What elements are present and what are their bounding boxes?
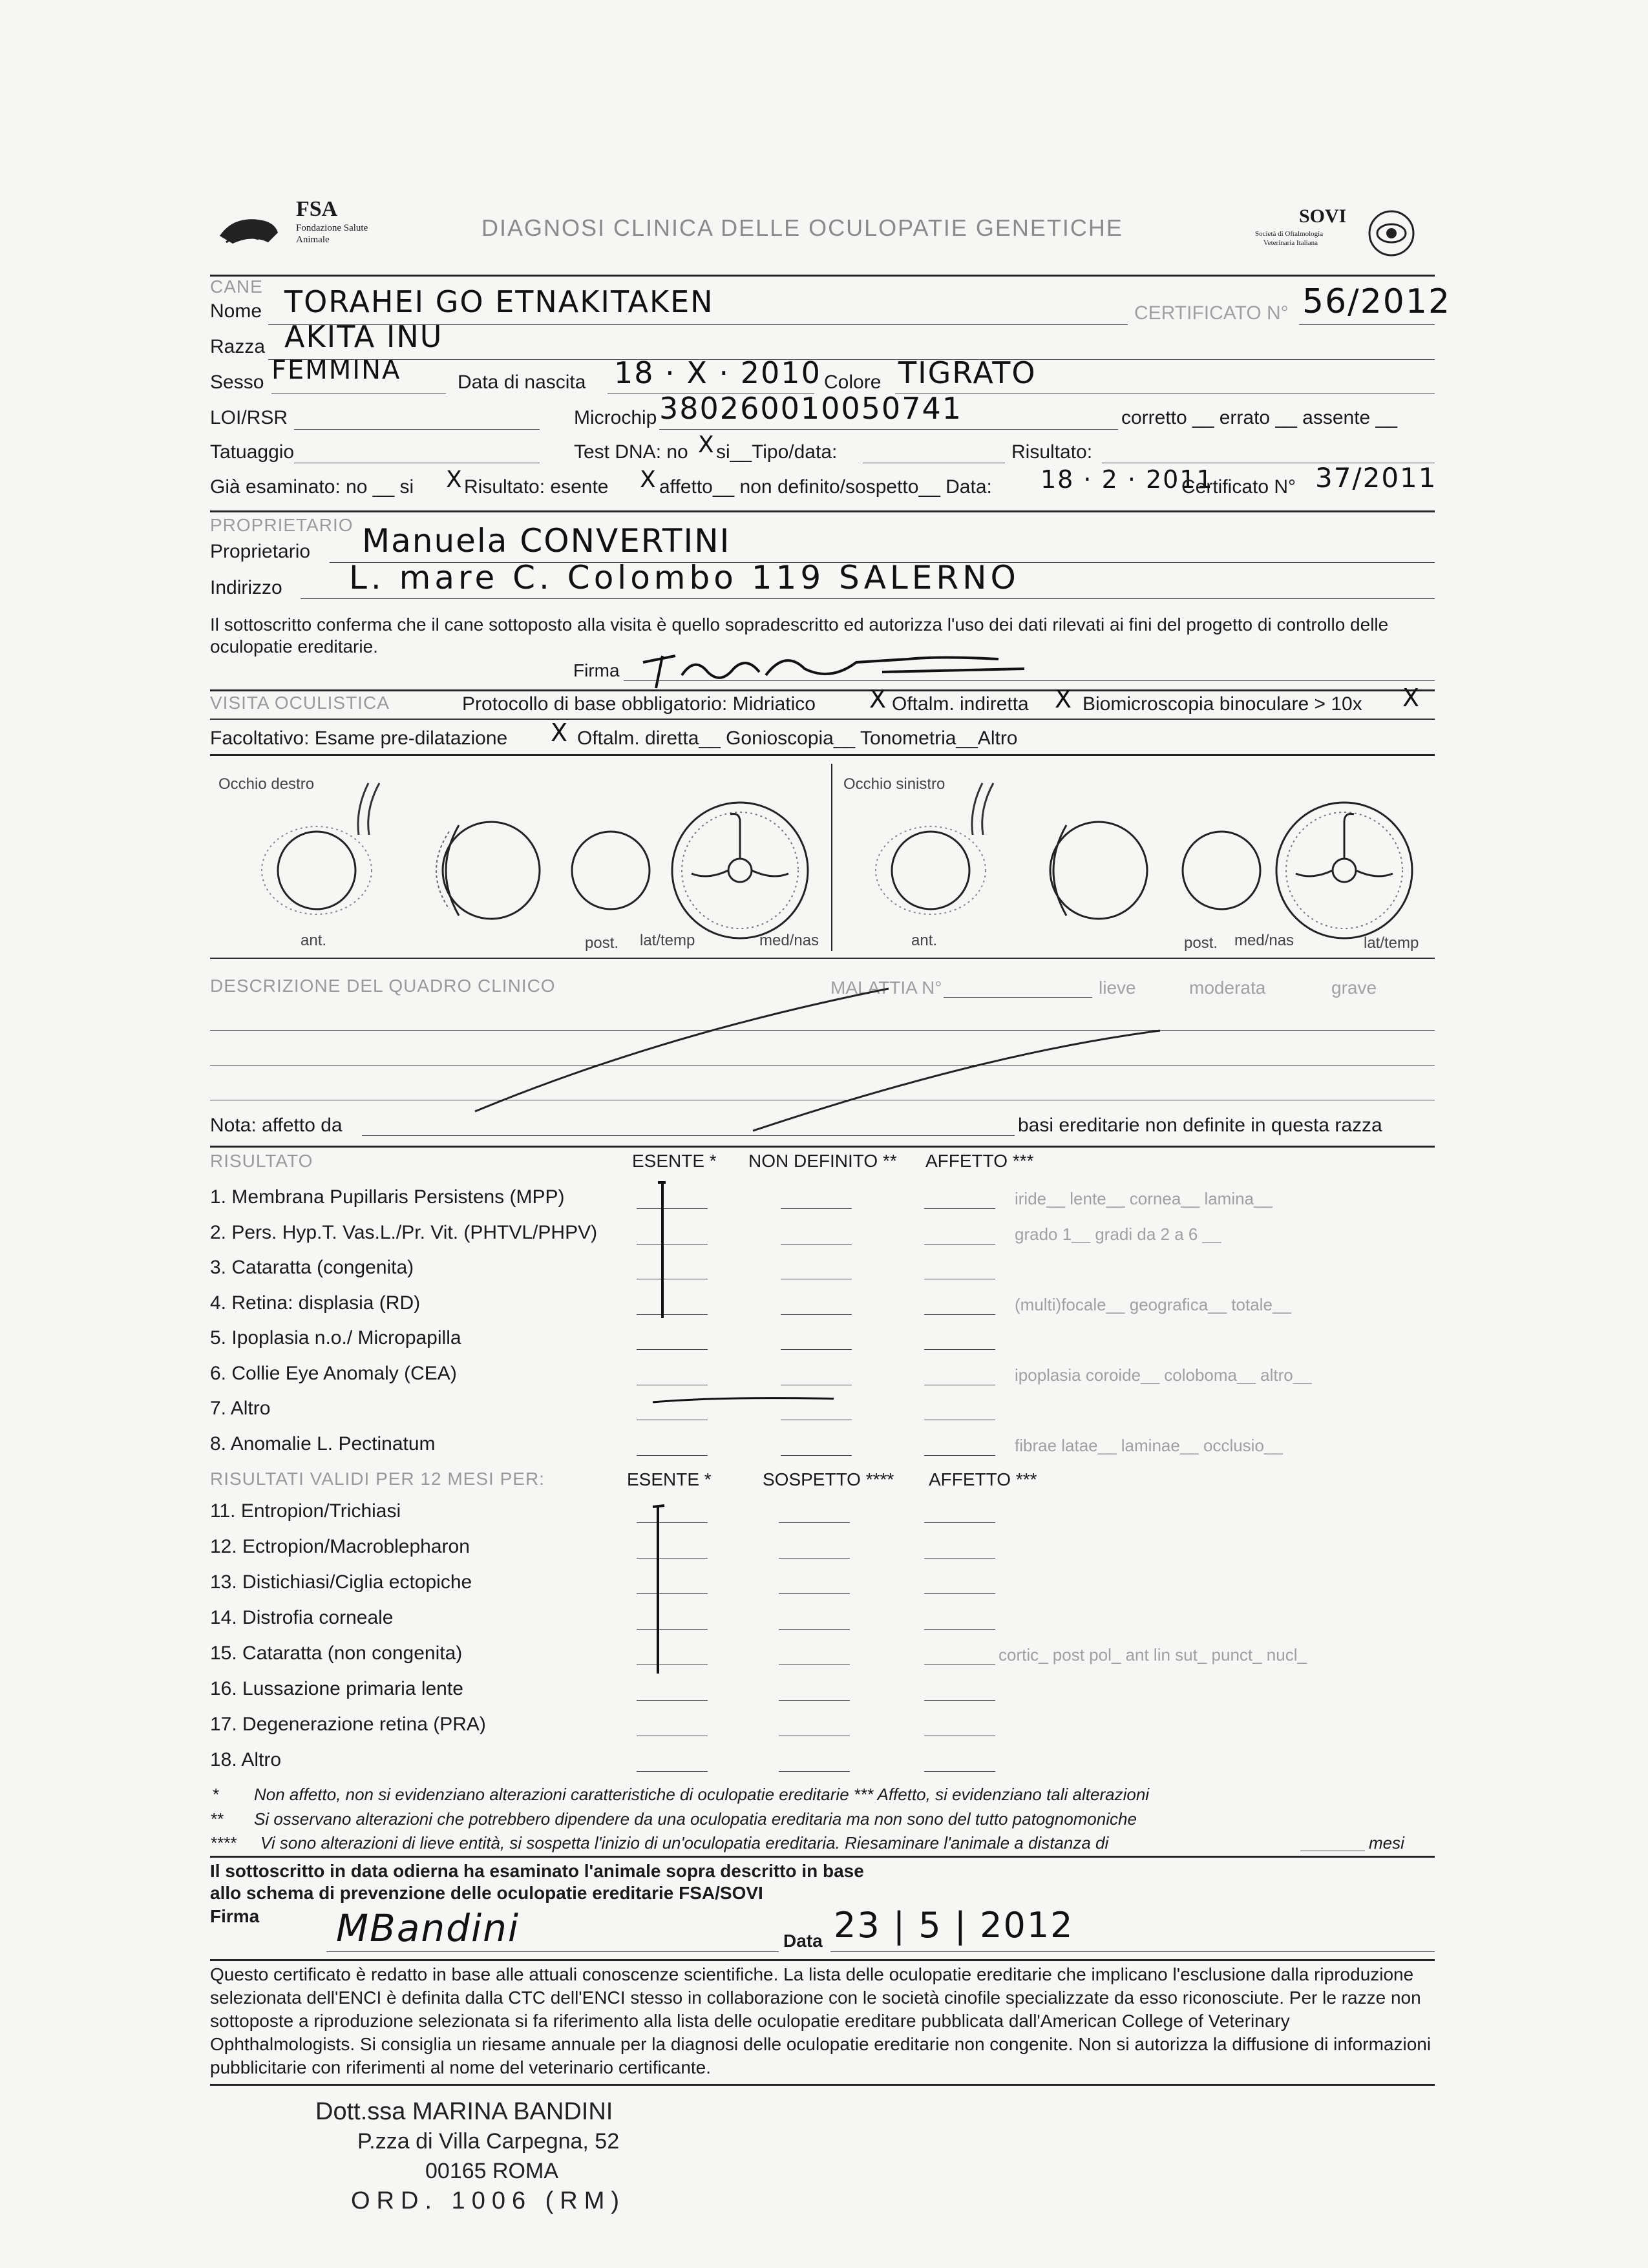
risultato-label: Risultato: [1011, 441, 1093, 463]
risultato-top-rule [210, 1146, 1435, 1148]
risultato-row-label: 4. Retina: displasia (RD) [210, 1292, 421, 1314]
nota-line [362, 1135, 1015, 1136]
occhio-sinistro-label: Occhio sinistro [843, 775, 945, 793]
risultato-row-note: iride__ lente__ cornea__ lamina__ [1015, 1189, 1273, 1208]
footnote-1-mark: * [212, 1785, 219, 1804]
lieve-label: lieve [1099, 978, 1136, 998]
risultato-col-esente: ESENTE * [632, 1151, 717, 1171]
disclaimer-top-rule [210, 1959, 1435, 1961]
cert-prev-label: Certificato N° [1181, 476, 1296, 498]
risultato-row-label: 2. Pers. Hyp.T. Vas.L./Pr. Vit. (PHTVL/PHPV) [210, 1221, 598, 1243]
risultati12-row-label: 15. Cataratta (non congenita) [210, 1643, 463, 1664]
nascita-value[interactable]: 18 · X · 2010 [614, 355, 821, 390]
vet-statement-1: Il sottoscritto in data odierna ha esaminato l'animale sopra descritto in base [210, 1861, 864, 1881]
indirizzo-value[interactable]: L. mare C. Colombo 119 SALERNO [349, 559, 1020, 596]
nome-value[interactable]: TORAHEI GO ETNAKITAKEN [284, 284, 714, 319]
visita-mid-rule [210, 719, 1435, 720]
razza-label: Razza [210, 336, 266, 357]
risultato-checkbox-line-3[interactable] [924, 1208, 995, 1209]
footnote-2: Si osservano alterazioni che potrebbero dipendere da una oculopatia ereditaria ma non sono del tutto patognomoniche [254, 1809, 1137, 1829]
risultato-checkbox-line-3[interactable] [924, 1314, 995, 1315]
fsa-logo-text: FSA [296, 197, 338, 221]
nascita-label: Data di nascita [458, 372, 586, 393]
risultato-row-label: 7. Altro [210, 1398, 271, 1419]
lattemp-label-left: lat/temp [1364, 934, 1419, 952]
risultato-row-label: 5. Ipoplasia n.o./ Micropapilla [210, 1327, 461, 1349]
risultati12-row-note: cortic_ post pol_ ant lin sut_ punct_ nucl_ [998, 1645, 1307, 1664]
vet-data-label: Data [783, 1931, 823, 1951]
risultati12-checkbox-line-3[interactable] [924, 1700, 995, 1701]
stamp-line-4: ORD. 1006 (RM) [351, 2187, 626, 2214]
pre-dilatazione-mark[interactable]: X [551, 719, 569, 747]
dna-mark[interactable]: X [698, 432, 715, 458]
post-label-right: post. [585, 934, 619, 952]
proprietario-top-rule [210, 510, 1435, 512]
razza-value[interactable]: AKITA INU [284, 319, 443, 354]
sovi-logo-sub2: Veterinaria Italiana [1263, 239, 1318, 247]
cert-prev-value[interactable]: 37/2011 [1315, 462, 1437, 494]
risultati12-section-title: RISULTATI VALIDI PER 12 MESI PER: [210, 1469, 545, 1489]
esaminato-mark[interactable]: X [446, 467, 463, 493]
stamp-line-1: Dott.ssa MARINA BANDINI [315, 2098, 613, 2125]
eye-icon [1367, 209, 1416, 258]
proprietario-label: Proprietario [210, 541, 311, 562]
indirizzo-line [301, 598, 1435, 599]
certificato-label: CERTIFICATO N° [1134, 302, 1289, 324]
certificato-line [1299, 324, 1435, 325]
vet-data-line [830, 1951, 1435, 1952]
lattemp-label-right: lat/temp [640, 932, 695, 949]
risultato-row-note: (multi)focale__ geografica__ totale__ [1015, 1294, 1291, 1314]
midriatico-mark[interactable]: X [869, 685, 888, 713]
stamp-line-2: P.zza di Villa Carpegna, 52 [357, 2129, 620, 2154]
proprietario-value[interactable]: Manuela CONVERTINI [362, 522, 731, 560]
oftalm-indiretta-mark[interactable]: X [1055, 685, 1073, 713]
fsa-logo-sub: Fondazione Salute [296, 223, 368, 233]
footnotes-bottom-rule [210, 1856, 1435, 1858]
vet-signature[interactable]: MBandini [336, 1906, 520, 1950]
descrizione-top-rule [210, 958, 1435, 959]
esente-mark[interactable]: X [640, 467, 657, 493]
document-title: DIAGNOSI CLINICA DELLE OCULOPATIE GENETICHE [481, 215, 1123, 241]
risultati12-row-label: 16. Lussazione primaria lente [210, 1678, 463, 1699]
microchip-value[interactable]: 380260010050741 [659, 391, 962, 426]
proprietario-section-title: PROPRIETARIO [210, 515, 354, 535]
grave-label: grave [1331, 978, 1377, 998]
risultato-col-affetto: AFFETTO *** [925, 1151, 1034, 1171]
fsa-logo [213, 197, 407, 262]
risultati12-row-label: 11. Entropion/Trichiasi [210, 1500, 401, 1522]
proprietario-signature[interactable] [637, 636, 1037, 695]
risultato-col-nondefinito: NON DEFINITO ** [748, 1151, 897, 1171]
tatuaggio-label: Tatuaggio [210, 441, 295, 463]
vet-statement-2: allo schema di prevenzione delle oculopatie ereditarie FSA/SOVI [210, 1883, 763, 1903]
mednas-label-right: med/nas [759, 932, 819, 949]
footnote-2-mark: ** [210, 1809, 224, 1829]
footnote-1: Non affetto, non si evidenziano alterazioni caratteristiche di oculopatie ereditarie *** Affetto, si evidenziano tali alterazioni [254, 1785, 1150, 1804]
risultati12-checkbox-line-3[interactable] [924, 1771, 995, 1772]
risultato-row-note: grado 1__ gradi da 2 a 6 __ [1015, 1224, 1221, 1244]
sovi-logo-text: SOVI [1299, 205, 1347, 227]
risultati12-checkbox-line-3[interactable] [924, 1522, 995, 1523]
fsa-animal-icon [213, 204, 284, 255]
sesso-value[interactable]: FEMMINA [271, 355, 401, 385]
cane-top-rule [210, 275, 1435, 277]
sovi-logo [1241, 205, 1422, 264]
footnote-3-end: mesi [1369, 1833, 1404, 1853]
cane-section-title: CANE [210, 277, 263, 297]
risultati12-col-sospetto: SOSPETTO **** [763, 1469, 894, 1489]
dna-rest: si__Tipo/data: [716, 441, 838, 463]
malattia-label: MALATTIA N° [830, 978, 942, 998]
disclaimer-text: Questo certificato è redatto in base alle attuali conoscenze scientifiche. La lista delle oculopatie ereditarie che implicano l'esclusione dalla riproduzione selezionata dell'ENCI è definita dalla CTC dell'ENCI stesso in collaborazione con le società cinofile specializzate da esso riconosciute. Per le razze non sottoposte a riproduzione selezionata si fa riferimento alla lista delle oculopatie ereditare pubblicata dall'American College of Veterinary Ophthalmologists. Si consiglia un riesame annuale per la diagnosi delle oculopatie ereditarie non congenite. Non si autorizza la diffusione di informazioni pubblicitarie con riferimenti al nome del veterinario certificante. [210, 1964, 1431, 2077]
corretto-options: corretto __ errato __ assente __ [1121, 407, 1397, 428]
risultato-row-note: fibrae latae__ laminae__ occlusio__ [1015, 1435, 1283, 1455]
descrizione-section-title: DESCRIZIONE DEL QUADRO CLINICO [210, 976, 556, 996]
vet-data-value[interactable]: 23 | 5 | 2012 [834, 1905, 1074, 1946]
biomicroscopia-mark[interactable]: X [1402, 684, 1421, 712]
risultati12-col-affetto: AFFETTO *** [929, 1469, 1037, 1489]
visita-section-title: VISITA OCULISTICA [210, 693, 390, 713]
risultati12-checkbox-line-3[interactable] [924, 1558, 995, 1559]
sesso-label: Sesso [210, 372, 264, 393]
risultati12-checkbox-line-3[interactable] [924, 1629, 995, 1630]
esaminato-rest: Risultato: esente [464, 476, 609, 498]
post-label-left: post. [1184, 934, 1218, 952]
conferma-text: Il sottoscritto conferma che il cane sottoposto alla visita è quello sopradescritto ed autorizza l'uso dei dati rilevati ai fini del progetto di controllo delle oculopatie ereditarie. [210, 614, 1389, 656]
risultato-row-label: 3. Cataratta (congenita) [210, 1257, 414, 1278]
colore-value[interactable]: TIGRATO [898, 355, 1037, 390]
protocollo-label: Protocollo di base obbligatorio: Midriatico [462, 693, 816, 715]
risultato-checkbox-line-3[interactable] [924, 1455, 995, 1456]
certificato-value[interactable]: 56/2012 [1302, 282, 1452, 321]
risultati12-checkbox-line-3[interactable] [924, 1593, 995, 1594]
risultati12-row-label: 13. Distichiasi/Ciglia ectopiche [210, 1571, 472, 1593]
dna-label: Test DNA: no [574, 441, 688, 463]
ant-label-right: ant. [301, 932, 327, 949]
microchip-label: Microchip [574, 407, 657, 428]
basi-label: basi ereditarie non definite in questa razza [1018, 1115, 1382, 1136]
risultati12-row-label: 14. Distrofia corneale [210, 1607, 394, 1628]
biomicroscopia-label: Biomicroscopia binoculare > 10x [1083, 693, 1362, 715]
risultati12-col-esente: ESENTE * [627, 1469, 712, 1489]
vet-stamp [315, 2097, 626, 2216]
risultato-row-label: 6. Collie Eye Anomaly (CEA) [210, 1362, 457, 1384]
esaminato-label: Già esaminato: no __ si [210, 476, 414, 498]
visita-bottom-rule [210, 754, 1435, 756]
esaminato-rest2: affetto__ non definito/sospetto__ Data: [659, 476, 992, 498]
visita-top-rule [210, 689, 1435, 691]
loi-label: LOI/RSR [210, 407, 288, 428]
facoltativo-label: Facoltativo: Esame pre-dilatazione [210, 728, 508, 749]
nome-label: Nome [210, 300, 262, 322]
risultati12-row-label: 12. Ectropion/Macroblepharon [210, 1536, 470, 1557]
fsa-logo-sub2: Animale [296, 235, 330, 245]
risultato-section-title: RISULTATO [210, 1151, 313, 1171]
razza-line [268, 359, 1435, 360]
vet-firma-line [326, 1951, 779, 1952]
risultati12-row-label: 17. Degenerazione retina (PRA) [210, 1714, 486, 1735]
firma-proprietario-label: Firma [573, 660, 620, 680]
risultato-row-note: ipoplasia coroide__ coloboma__ altro__ [1015, 1365, 1312, 1385]
disclaimer-bottom-rule [210, 2084, 1435, 2086]
risultato-row-label: 1. Membrana Pupillaris Persistens (MPP) [210, 1186, 565, 1208]
indirizzo-label: Indirizzo [210, 577, 282, 598]
risultati12-checkbox-line-3[interactable] [924, 1664, 995, 1665]
risultato-row-label: 8. Anomalie L. Pectinatum [210, 1433, 436, 1454]
esente-handwritten-marks [640, 1170, 834, 1816]
nota-label: Nota: affetto da [210, 1115, 343, 1136]
stamp-line-3: 00165 ROMA [425, 2159, 558, 2183]
risultati12-row-label: 18. Altro [210, 1749, 282, 1770]
facoltativo-rest: Oftalm. diretta__ Gonioscopia__ Tonometria__Altro [577, 728, 1018, 749]
occhio-destro-label: Occhio destro [218, 775, 315, 793]
sovi-logo-sub: Società di Oftalmologia [1255, 230, 1324, 238]
ant-label-left: ant. [911, 932, 938, 949]
eye-diagram[interactable] [210, 757, 1435, 958]
microchip-line [659, 429, 1118, 430]
mednas-label-left: med/nas [1234, 932, 1294, 949]
moderata-label: moderata [1189, 978, 1266, 998]
risultato-checkbox-line-3[interactable] [924, 1349, 995, 1350]
vet-firma-label: Firma [210, 1906, 260, 1926]
colore-label: Colore [824, 372, 882, 393]
footnote-3-mark: **** [210, 1833, 237, 1853]
oftalm-indiretta-label: Oftalm. indiretta [892, 693, 1029, 715]
loi-line [294, 429, 540, 430]
footnote-3: Vi sono alterazioni di lieve entità, si sospetta l'inizio di un'oculopatia ereditaria. Riesaminare l'animale a distanza di [260, 1833, 1109, 1853]
esaminato-data[interactable]: 18 · 2 · 2011 [1041, 465, 1214, 494]
